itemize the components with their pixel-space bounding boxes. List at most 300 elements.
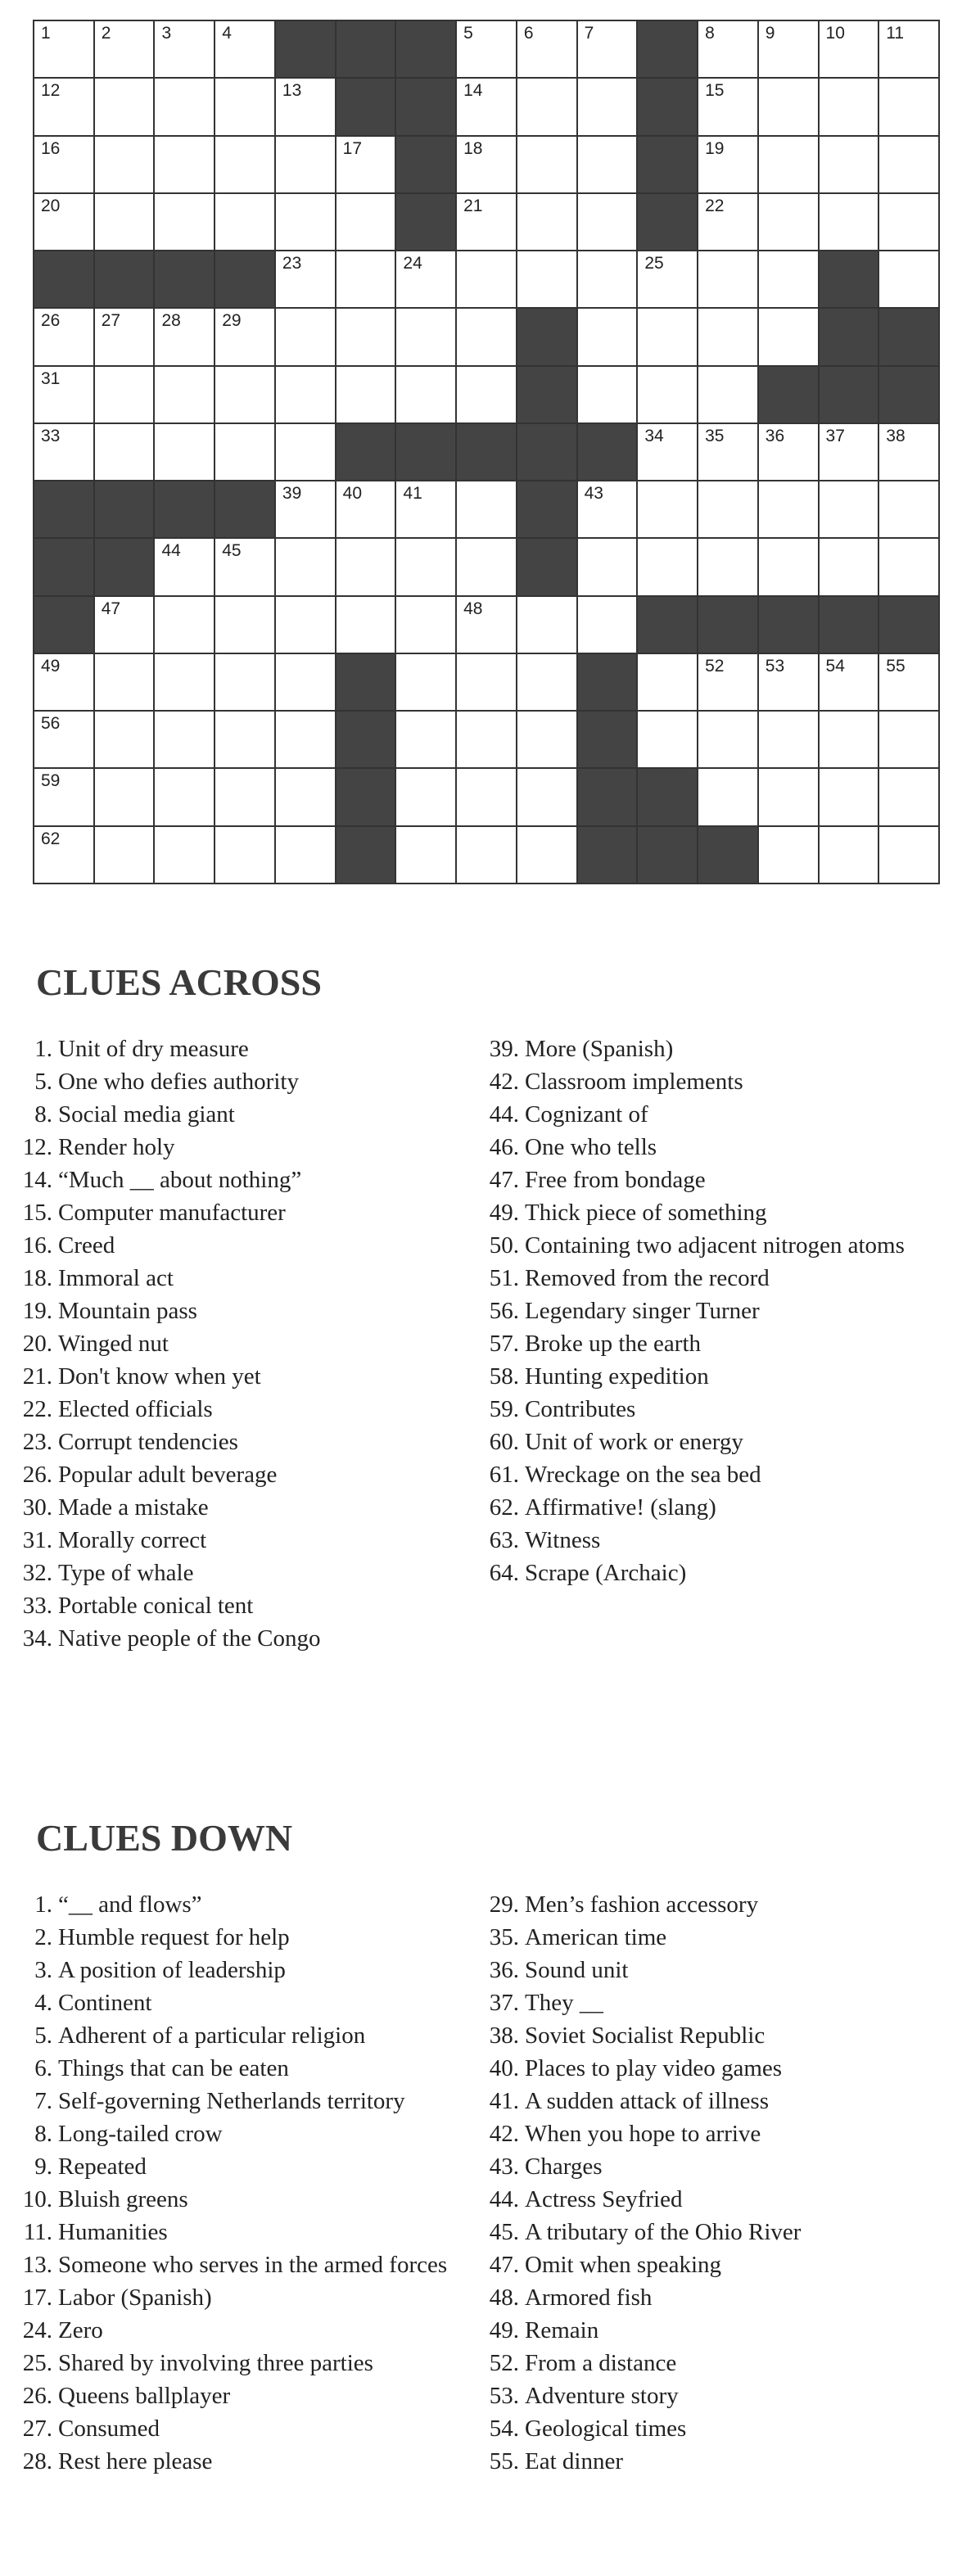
cell-number: 45 — [222, 541, 242, 561]
grid-cell[interactable] — [879, 424, 938, 480]
grid-cell[interactable] — [336, 194, 395, 250]
grid-cell[interactable] — [34, 309, 93, 364]
clue-item — [485, 1196, 927, 1229]
clue-text: Long-tailed crow — [58, 2121, 223, 2147]
grid-cell[interactable] — [276, 194, 335, 250]
clue-item — [18, 1622, 476, 1655]
clue-text: Don't know when yet — [58, 1363, 261, 1390]
grid-cell[interactable] — [638, 367, 697, 423]
grid-cell[interactable] — [215, 21, 274, 77]
cell-number: 52 — [705, 656, 725, 676]
grid-cell[interactable] — [336, 481, 395, 537]
grid-cell[interactable] — [155, 137, 214, 192]
grid-cell[interactable] — [638, 251, 697, 307]
grid-cell[interactable] — [155, 21, 214, 77]
clue-item — [18, 1065, 476, 1098]
grid-cell[interactable] — [215, 194, 274, 250]
cell-number: 54 — [825, 656, 845, 676]
grid-cell[interactable] — [879, 194, 938, 250]
grid-cell[interactable] — [276, 597, 335, 653]
clue-text: Adherent of a particular religion — [58, 2022, 366, 2049]
grid-cell[interactable] — [336, 309, 395, 364]
grid-cell[interactable] — [215, 597, 274, 653]
clue-text: Omit when speaking — [525, 2252, 722, 2278]
clue-number: 59. — [489, 1396, 519, 1422]
clue-text: Places to play video games — [525, 2055, 783, 2081]
clue-number: 49. — [489, 1200, 519, 1226]
grid-block — [215, 481, 274, 537]
grid-cell[interactable] — [215, 539, 274, 594]
cell-number: 19 — [705, 138, 725, 158]
grid-cell[interactable] — [879, 21, 938, 77]
grid-cell[interactable] — [820, 481, 878, 537]
cell-number: 56 — [41, 714, 61, 734]
grid-cell[interactable] — [578, 137, 637, 192]
grid-cell[interactable] — [336, 251, 395, 307]
clue-item — [18, 1986, 476, 2019]
grid-cell[interactable] — [517, 769, 576, 825]
clue-item — [18, 1164, 476, 1196]
grid-cell[interactable] — [457, 79, 516, 134]
grid-cell[interactable] — [578, 21, 637, 77]
grid-cell[interactable] — [34, 21, 93, 77]
grid-block — [638, 827, 697, 883]
grid-cell[interactable] — [34, 712, 93, 767]
cell-number: 35 — [705, 426, 725, 445]
grid-cell[interactable] — [698, 424, 757, 480]
grid-cell[interactable] — [155, 827, 214, 883]
grid-cell[interactable] — [759, 712, 818, 767]
clue-text: Classroom implements — [525, 1069, 743, 1095]
grid-cell[interactable] — [698, 712, 757, 767]
grid-cell[interactable] — [276, 424, 335, 480]
cell-number: 9 — [765, 24, 775, 43]
clue-item — [485, 1458, 927, 1491]
clue-text: Things that can be eaten — [58, 2055, 289, 2081]
grid-cell[interactable] — [820, 424, 878, 480]
grid-cell[interactable] — [457, 827, 516, 883]
clue-item — [18, 2117, 476, 2150]
grid-cell[interactable] — [517, 712, 576, 767]
clue-text: One who tells — [525, 1134, 657, 1160]
cell-number: 38 — [886, 426, 906, 445]
grid-cell[interactable] — [759, 194, 818, 250]
grid-cell[interactable] — [759, 79, 818, 134]
clue-number: 64. — [489, 1560, 519, 1586]
grid-cell[interactable] — [578, 251, 637, 307]
grid-cell[interactable] — [457, 309, 516, 364]
grid-cell[interactable] — [698, 21, 757, 77]
clue-text: Native people of the Congo — [58, 1625, 321, 1652]
cell-number: 24 — [403, 254, 422, 273]
clue-number: 47. — [489, 2252, 519, 2278]
clue-text: Render holy — [58, 1134, 175, 1160]
clues-down-heading: CLUES DOWN — [36, 1817, 293, 1859]
grid-cell[interactable] — [698, 769, 757, 825]
clue-item — [485, 1262, 927, 1295]
grid-block — [336, 79, 395, 134]
cell-number: 25 — [644, 254, 664, 273]
grid-block — [517, 539, 576, 594]
grid-cell[interactable] — [578, 194, 637, 250]
grid-cell[interactable] — [396, 769, 455, 825]
clue-number: 41. — [489, 2088, 519, 2114]
cell-number: 10 — [825, 24, 845, 43]
clue-text: Humanities — [58, 2219, 168, 2245]
grid-cell[interactable] — [215, 137, 274, 192]
grid-cell[interactable] — [698, 481, 757, 537]
grid-cell[interactable] — [698, 654, 757, 710]
clue-item — [485, 2347, 927, 2379]
cell-number: 55 — [886, 656, 906, 676]
grid-cell[interactable] — [34, 79, 93, 134]
grid-cell[interactable] — [95, 424, 154, 480]
grid-block — [578, 712, 637, 767]
clue-number: 57. — [489, 1331, 519, 1357]
grid-cell[interactable] — [34, 194, 93, 250]
grid-cell[interactable] — [276, 539, 335, 594]
clue-number: 40. — [489, 2055, 519, 2081]
grid-cell[interactable] — [276, 79, 335, 134]
grid-cell[interactable] — [276, 137, 335, 192]
grid-cell[interactable] — [759, 424, 818, 480]
clue-number: 24. — [22, 2317, 52, 2343]
clue-number: 48. — [489, 2285, 519, 2311]
grid-cell[interactable] — [95, 654, 154, 710]
clue-text: Queens ballplayer — [58, 2383, 231, 2409]
clue-number: 1. — [34, 1891, 52, 1918]
grid-cell[interactable] — [638, 654, 697, 710]
grid-cell[interactable] — [155, 597, 214, 653]
clue-text: Portable conical tent — [58, 1593, 254, 1619]
clue-item — [18, 1196, 476, 1229]
grid-cell[interactable] — [879, 654, 938, 710]
grid-block — [820, 367, 878, 423]
clue-number: 60. — [489, 1429, 519, 1455]
grid-cell[interactable] — [759, 769, 818, 825]
grid-cell[interactable] — [396, 309, 455, 364]
grid-cell[interactable] — [879, 251, 938, 307]
clue-text: Social media giant — [58, 1101, 235, 1128]
clue-text: Corrupt tendencies — [58, 1429, 238, 1455]
clue-text: Elected officials — [58, 1396, 213, 1422]
grid-cell[interactable] — [155, 712, 214, 767]
clue-number: 54. — [489, 2416, 519, 2442]
grid-block — [517, 309, 576, 364]
grid-block — [336, 769, 395, 825]
grid-cell[interactable] — [698, 367, 757, 423]
grid-cell[interactable] — [820, 827, 878, 883]
grid-cell[interactable] — [396, 481, 455, 537]
grid-cell[interactable] — [95, 597, 154, 653]
grid-cell[interactable] — [155, 654, 214, 710]
grid-cell[interactable] — [578, 597, 637, 653]
grid-cell[interactable] — [396, 654, 455, 710]
clue-number: 1. — [34, 1036, 52, 1062]
clue-number: 63. — [489, 1527, 519, 1553]
grid-cell[interactable] — [34, 654, 93, 710]
grid-cell[interactable] — [276, 654, 335, 710]
clue-number: 58. — [489, 1363, 519, 1390]
clue-number: 36. — [489, 1957, 519, 1983]
grid-cell[interactable] — [820, 194, 878, 250]
clue-text: Zero — [58, 2317, 103, 2343]
grid-cell[interactable] — [396, 597, 455, 653]
clue-text: Made a mistake — [58, 1494, 209, 1521]
grid-cell[interactable] — [578, 79, 637, 134]
clue-number: 50. — [489, 1232, 519, 1259]
clue-item — [18, 2150, 476, 2183]
grid-block — [578, 827, 637, 883]
grid-cell[interactable] — [578, 481, 637, 537]
grid-cell[interactable] — [457, 481, 516, 537]
grid-cell[interactable] — [215, 769, 274, 825]
grid-cell[interactable] — [95, 137, 154, 192]
grid-cell[interactable] — [698, 309, 757, 364]
grid-cell[interactable] — [879, 79, 938, 134]
grid-block — [517, 424, 576, 480]
grid-cell[interactable] — [396, 539, 455, 594]
grid-cell[interactable] — [820, 21, 878, 77]
clue-number: 49. — [489, 2317, 519, 2343]
clue-text: Soviet Socialist Republic — [525, 2022, 766, 2049]
cell-number: 47 — [101, 599, 121, 618]
cell-number: 2 — [101, 24, 111, 43]
clue-item — [18, 1589, 476, 1622]
clue-item — [485, 1426, 927, 1458]
grid-cell[interactable] — [276, 827, 335, 883]
clue-number: 15. — [22, 1200, 52, 1226]
grid-cell[interactable] — [820, 654, 878, 710]
grid-cell[interactable] — [34, 137, 93, 192]
grid-block — [276, 21, 335, 77]
grid-block — [34, 481, 93, 537]
grid-cell[interactable] — [517, 137, 576, 192]
grid-cell[interactable] — [396, 367, 455, 423]
clue-number: 4. — [34, 1990, 52, 2016]
grid-cell[interactable] — [95, 769, 154, 825]
grid-cell[interactable] — [759, 481, 818, 537]
grid-cell[interactable] — [457, 137, 516, 192]
grid-block — [578, 654, 637, 710]
grid-cell[interactable] — [698, 194, 757, 250]
clue-item — [485, 2412, 927, 2445]
grid-cell[interactable] — [879, 712, 938, 767]
grid-cell[interactable] — [517, 251, 576, 307]
cell-number: 4 — [222, 24, 232, 43]
clue-number: 31. — [22, 1527, 52, 1553]
grid-block — [578, 769, 637, 825]
grid-cell[interactable] — [698, 539, 757, 594]
cell-number: 12 — [41, 81, 61, 101]
clue-text: Cognizant of — [525, 1101, 648, 1128]
grid-cell[interactable] — [215, 712, 274, 767]
grid-cell[interactable] — [215, 79, 274, 134]
clue-item — [18, 2347, 476, 2379]
grid-cell[interactable] — [95, 21, 154, 77]
clue-item — [18, 1426, 476, 1458]
cell-number: 23 — [282, 254, 302, 273]
cell-number: 11 — [886, 24, 905, 43]
grid-cell[interactable] — [215, 827, 274, 883]
clue-number: 7. — [34, 2088, 52, 2114]
grid-cell[interactable] — [95, 367, 154, 423]
grid-cell[interactable] — [457, 539, 516, 594]
grid-cell[interactable] — [820, 539, 878, 594]
clue-item — [18, 1524, 476, 1557]
clue-item — [18, 2085, 476, 2117]
clues-across-list-right — [485, 1033, 927, 1589]
grid-cell[interactable] — [155, 194, 214, 250]
grid-cell[interactable] — [759, 251, 818, 307]
cell-number: 7 — [584, 24, 594, 43]
grid-cell[interactable] — [879, 137, 938, 192]
grid-cell[interactable] — [336, 539, 395, 594]
grid-block — [879, 597, 938, 653]
grid-cell[interactable] — [517, 21, 576, 77]
grid-cell[interactable] — [396, 827, 455, 883]
grid-cell[interactable] — [155, 424, 214, 480]
clue-text: Computer manufacturer — [58, 1200, 286, 1226]
clue-item — [18, 2412, 476, 2445]
clue-item — [18, 1033, 476, 1065]
grid-cell[interactable] — [517, 194, 576, 250]
clue-item — [18, 2281, 476, 2314]
clue-item — [18, 1327, 476, 1360]
clue-item — [18, 1393, 476, 1426]
grid-block — [638, 769, 697, 825]
grid-cell[interactable] — [396, 712, 455, 767]
clue-number: 30. — [22, 1494, 52, 1521]
grid-cell[interactable] — [759, 137, 818, 192]
clue-text: Type of whale — [58, 1560, 194, 1586]
grid-cell[interactable] — [336, 597, 395, 653]
clue-item — [485, 1327, 927, 1360]
cell-number: 31 — [41, 368, 61, 388]
grid-block — [155, 251, 214, 307]
grid-cell[interactable] — [517, 79, 576, 134]
grid-cell[interactable] — [95, 712, 154, 767]
grid-block — [155, 481, 214, 537]
cell-number: 26 — [41, 311, 61, 331]
grid-cell[interactable] — [155, 367, 214, 423]
grid-cell[interactable] — [215, 654, 274, 710]
grid-cell[interactable] — [759, 654, 818, 710]
clue-text: Actress Seyfried — [525, 2186, 683, 2212]
clue-number: 3. — [34, 1957, 52, 1983]
grid-cell[interactable] — [638, 539, 697, 594]
clue-text: Free from bondage — [525, 1167, 706, 1193]
grid-cell[interactable] — [698, 137, 757, 192]
grid-cell[interactable] — [638, 712, 697, 767]
grid-cell[interactable] — [578, 309, 637, 364]
grid-cell[interactable] — [215, 367, 274, 423]
grid-cell[interactable] — [638, 309, 697, 364]
grid-cell[interactable] — [155, 769, 214, 825]
grid-cell[interactable] — [517, 827, 576, 883]
grid-cell[interactable] — [276, 712, 335, 767]
grid-cell[interactable] — [578, 539, 637, 594]
grid-cell[interactable] — [457, 194, 516, 250]
grid-cell[interactable] — [578, 367, 637, 423]
clue-item — [485, 1229, 927, 1262]
clue-text: Morally correct — [58, 1527, 207, 1553]
grid-cell[interactable] — [820, 769, 878, 825]
grid-cell[interactable] — [638, 481, 697, 537]
grid-cell[interactable] — [276, 309, 335, 364]
grid-cell[interactable] — [517, 597, 576, 653]
grid-cell[interactable] — [276, 251, 335, 307]
grid-cell[interactable] — [215, 309, 274, 364]
grid-cell[interactable] — [517, 654, 576, 710]
grid-cell[interactable] — [95, 309, 154, 364]
grid-block — [457, 424, 516, 480]
grid-cell[interactable] — [820, 137, 878, 192]
grid-cell[interactable] — [34, 827, 93, 883]
grid-cell[interactable] — [457, 769, 516, 825]
clue-text: Thick piece of something — [525, 1200, 767, 1226]
cell-number: 48 — [463, 599, 483, 618]
grid-cell[interactable] — [759, 309, 818, 364]
grid-cell[interactable] — [276, 481, 335, 537]
grid-cell[interactable] — [155, 539, 214, 594]
grid-cell[interactable] — [820, 712, 878, 767]
grid-cell[interactable] — [820, 79, 878, 134]
grid-cell[interactable] — [759, 539, 818, 594]
clue-number: 51. — [489, 1265, 519, 1291]
clue-item — [485, 2150, 927, 2183]
grid-cell[interactable] — [759, 21, 818, 77]
grid-cell[interactable] — [95, 79, 154, 134]
grid-cell[interactable] — [638, 424, 697, 480]
grid-cell[interactable] — [457, 21, 516, 77]
clue-item — [485, 1033, 927, 1065]
grid-block — [820, 251, 878, 307]
grid-cell[interactable] — [457, 597, 516, 653]
grid-cell[interactable] — [336, 137, 395, 192]
grid-cell[interactable] — [457, 251, 516, 307]
grid-cell[interactable] — [34, 424, 93, 480]
grid-cell[interactable] — [457, 654, 516, 710]
grid-block — [336, 654, 395, 710]
grid-cell[interactable] — [457, 367, 516, 423]
clue-item — [485, 1164, 927, 1196]
grid-cell[interactable] — [276, 367, 335, 423]
grid-cell[interactable] — [336, 367, 395, 423]
grid-cell[interactable] — [396, 251, 455, 307]
clue-number: 46. — [489, 1134, 519, 1160]
grid-cell[interactable] — [95, 194, 154, 250]
grid-cell[interactable] — [155, 309, 214, 364]
grid-cell[interactable] — [879, 539, 938, 594]
grid-cell[interactable] — [879, 769, 938, 825]
grid-block — [215, 251, 274, 307]
grid-cell[interactable] — [879, 481, 938, 537]
clue-item — [18, 1262, 476, 1295]
grid-cell[interactable] — [698, 251, 757, 307]
grid-cell[interactable] — [34, 769, 93, 825]
grid-cell[interactable] — [759, 827, 818, 883]
grid-block — [759, 367, 818, 423]
grid-cell[interactable] — [879, 827, 938, 883]
grid-cell[interactable] — [215, 424, 274, 480]
grid-cell[interactable] — [34, 367, 93, 423]
grid-cell[interactable] — [155, 79, 214, 134]
grid-cell[interactable] — [698, 79, 757, 134]
grid-cell[interactable] — [457, 712, 516, 767]
grid-cell[interactable] — [95, 827, 154, 883]
grid-cell[interactable] — [276, 769, 335, 825]
